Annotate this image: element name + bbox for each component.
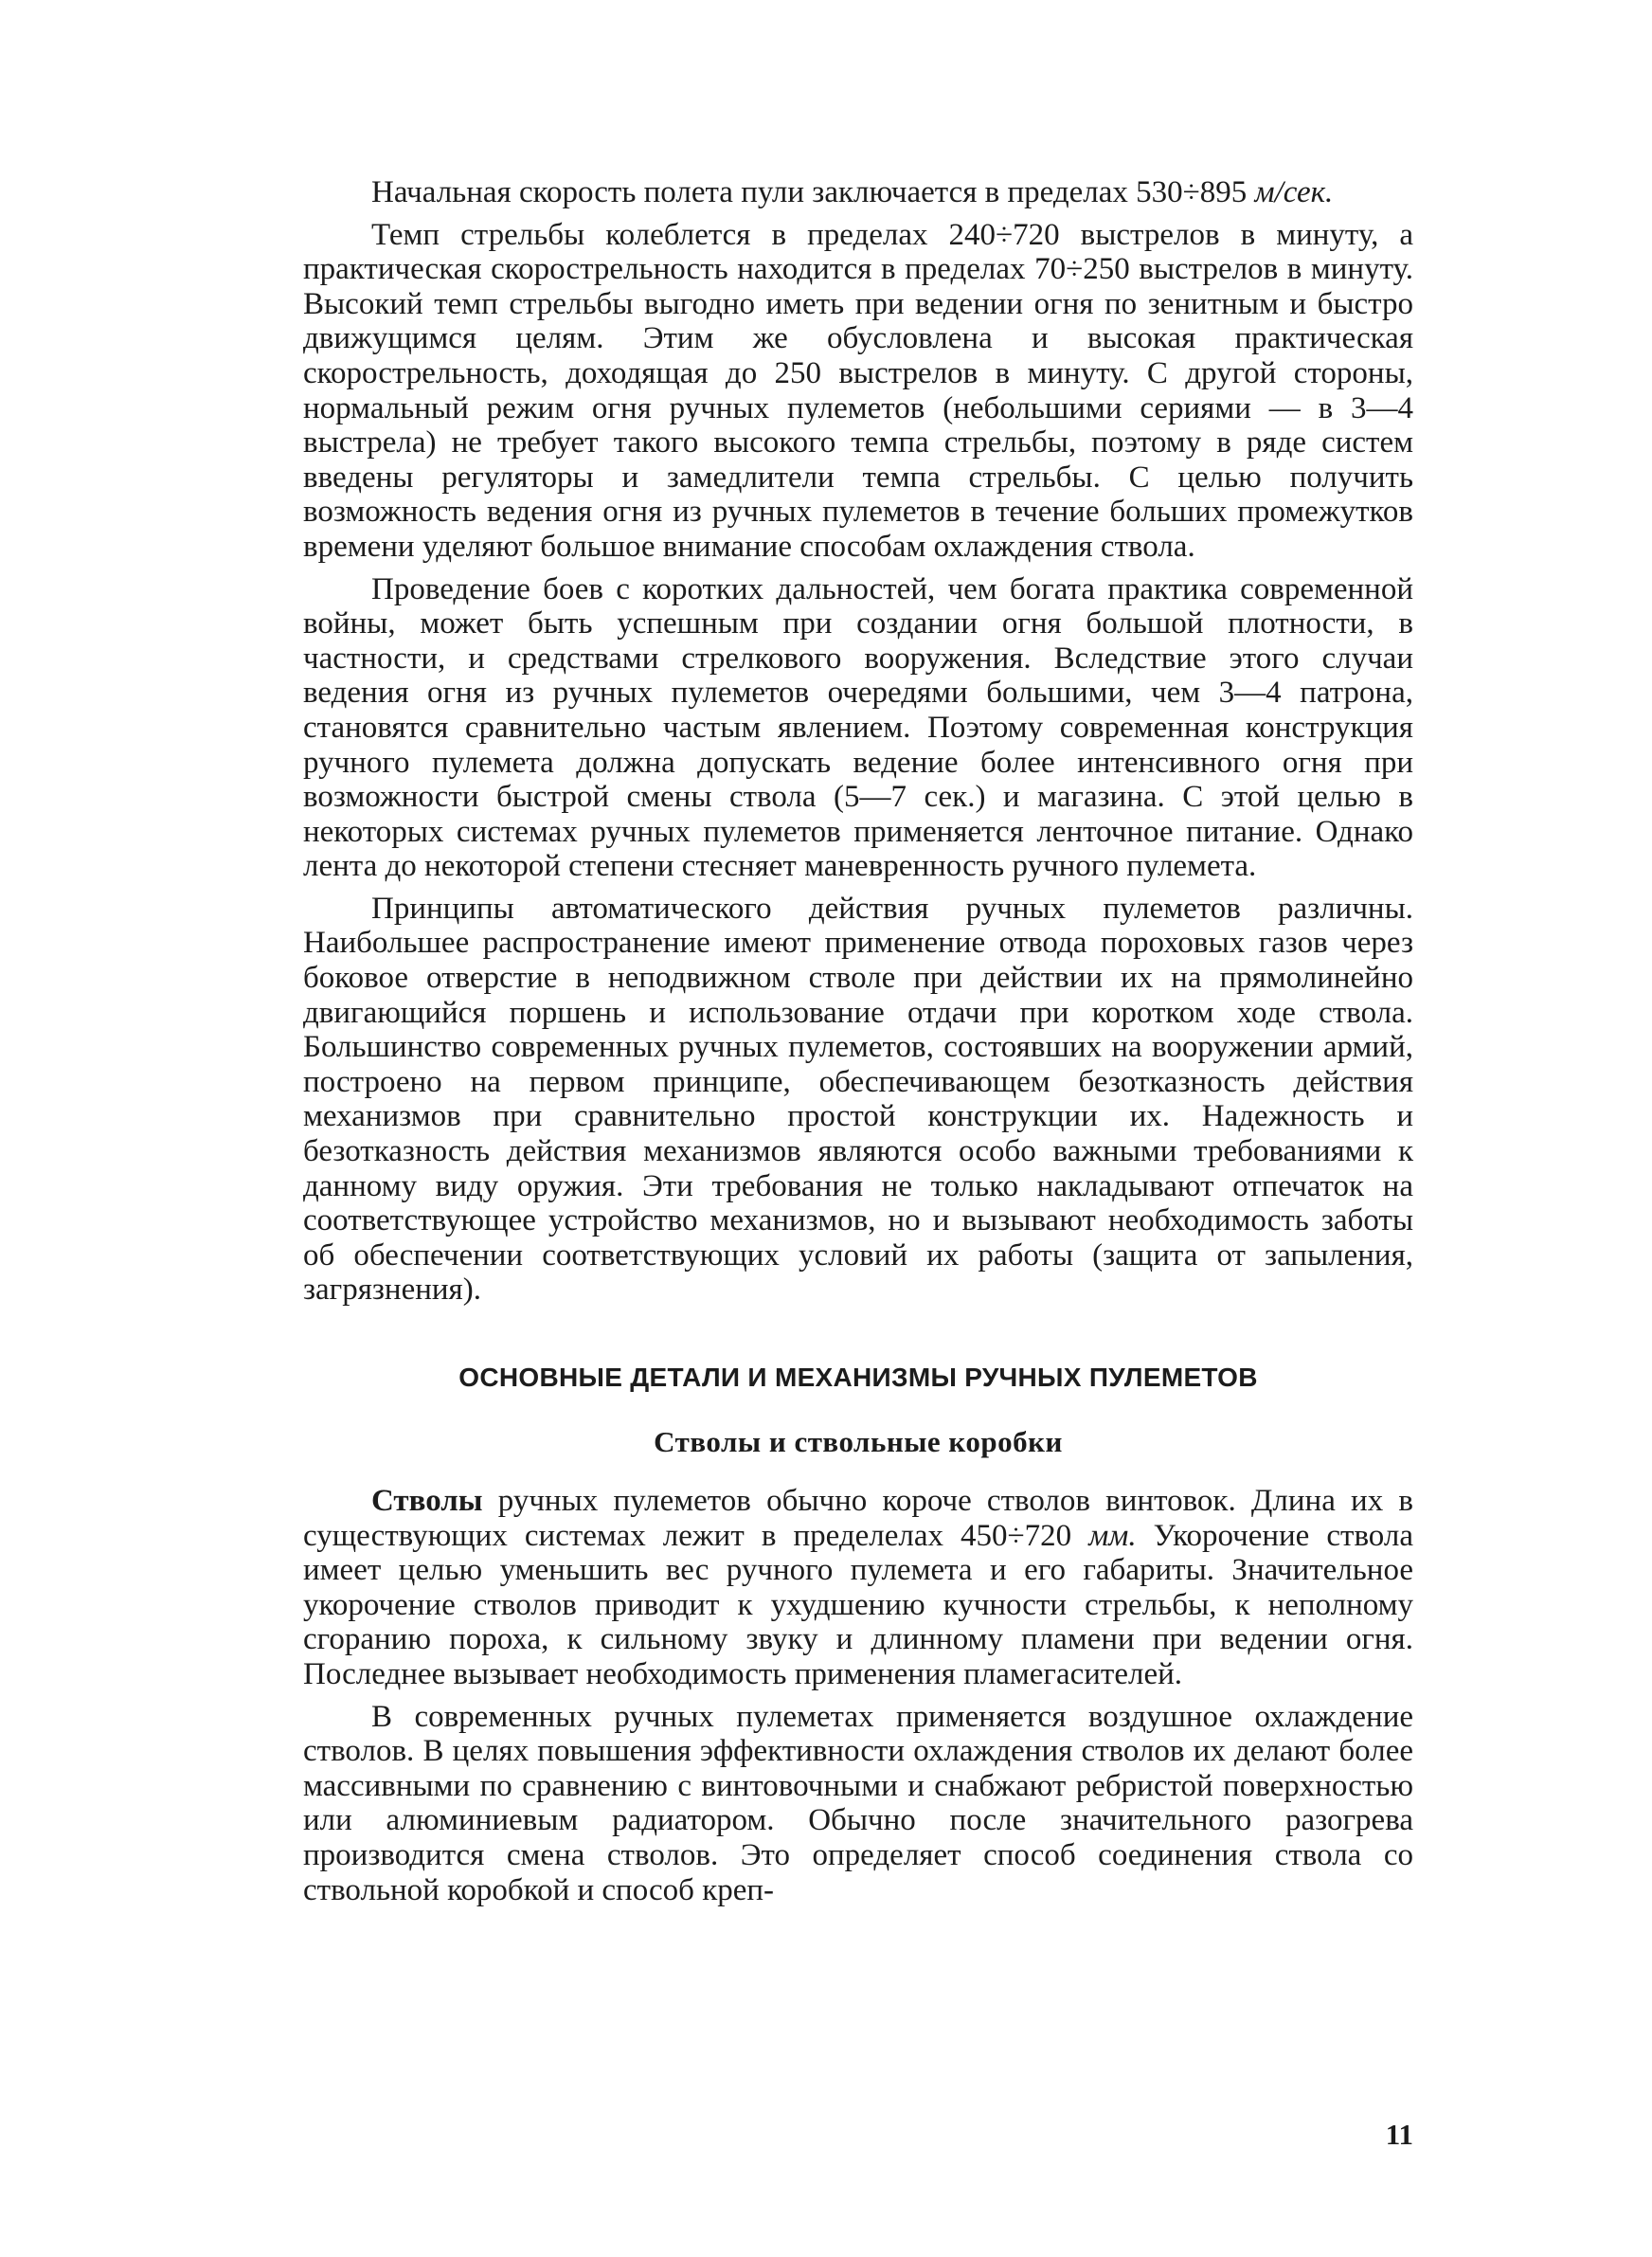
subsection-heading: Стволы и ствольные коробки — [654, 1425, 1063, 1458]
paragraph-barrel-cooling: В современных ручных пулеметах применяется воздушное охлаждение стволов. В целях повышения эффективности охлаждения стволов их делают более массивными по сравнению с винтовочными и снабжают ребристой поверхностью или алюминиевым радиатором. Обычно после значительного разогрева производится смена стволов. Это определяет способ соединения ствола со ствольной коробкой и способ креп- — [303, 1699, 1413, 1907]
paragraph-barrels — [303, 1484, 1413, 1692]
paragraph-close-combat: Проведение боев с коротких дальностей, чем богата практика современной войны, может быть успешным при создании огня большой плотности, в частности, и средствами стрелкового вооружения. Вследствие этого случаи ведения огня из ручных пулеметов очередями большими, чем 3—4 патрона, становятся сравнительно частым явлением. Поэтому современная конструкция ручного пулемета должна допускать ведение более интенсивного огня при возможности быстрой смены ствола (5—7 сек.) и магазина. С этой целью в некоторых системах ручных пулеметов применяется ленточное питание. Однако лента до некоторой степени стесняет маневренность ручного пулемета. — [303, 571, 1413, 884]
section-heading: ОСНОВНЫЕ ДЕТАЛИ И МЕХАНИЗМЫ РУЧНЫХ ПУЛЕМЕТОВ — [458, 1363, 1258, 1392]
barrels-text-b: Укорочение ствола имеет целью уменьшить вес ручного пулемета и его габариты. Значительное укорочение стволов приводит к ухудшению кучности стрельбы, к неполному сгоранию пороха, к сильному звуку и длинному пламени при ведении огня. Последнее вызывает необходимость применения пламегасителей. — [303, 1518, 1413, 1691]
paragraph-automatic-principles: Принципы автоматического действия ручных пулеметов различны. Наибольшее распространение имеют применение отвода пороховых газов через боковое отверстие в неподвижном стволе при действии их на прямолинейно двигающийся поршень и использование отдачи при коротком ходе ствола. Большинство современных ручных пулеметов, состоявших на вооружении армий, построено на первом принципе, обеспечивающем безотказность действия механизмов при сравнительно простой конструкции их. Надежность и безотказность действия механизмов являются особо важными требованиями к данному виду оружия. Эти требования не только накладывают отпечаток на соответствующее устройство механизмов, но и вызывают необходимость заботы об обеспечении соответствующих условий их работы (защита от запыления, загрязнения). — [303, 891, 1413, 1308]
paragraph-rate-of-fire: Темп стрельбы колеблется в пределах 240÷720 выстрелов в минуту, а практическая скорострельность находится в пределах 70÷250 выстрелов в минуту. Высокий темп стрельбы выгодно иметь при ведении огня по зенитным и быстро движущимся целям. Этим же обусловлена и высокая практическая скорострельность, доходящая до 250 выстрелов в минуту. С другой стороны, нормальный режим огня ручных пулеметов (небольшими сериями — в 3—4 выстрела) не требует такого высокого темпа стрельбы, поэтому в ряде систем введены регуляторы и замедлители темпа стрельбы. С целью получить возможность ведения огня из ручных пулеметов в течение больших промежутков времени уделяют большое внимание способам охлаждения ствола. — [303, 217, 1413, 564]
page-number: 11 — [1385, 2118, 1413, 2151]
paragraph-muzzle-velocity-text: Начальная скорость полета пули заключается в пределах 530÷895 — [371, 175, 1255, 209]
paragraph-muzzle-velocity — [303, 175, 1413, 210]
length-unit: мм. — [1088, 1518, 1137, 1553]
velocity-unit: м/сек. — [1254, 175, 1334, 209]
barrels-lead-term: Стволы — [371, 1484, 483, 1518]
barrels-text-a: ручных пулеметов обычно короче стволов винтовок. Длина их в существующих системах лежит в пределелах 450÷720 — [303, 1484, 1413, 1553]
page-body — [303, 175, 1413, 1915]
